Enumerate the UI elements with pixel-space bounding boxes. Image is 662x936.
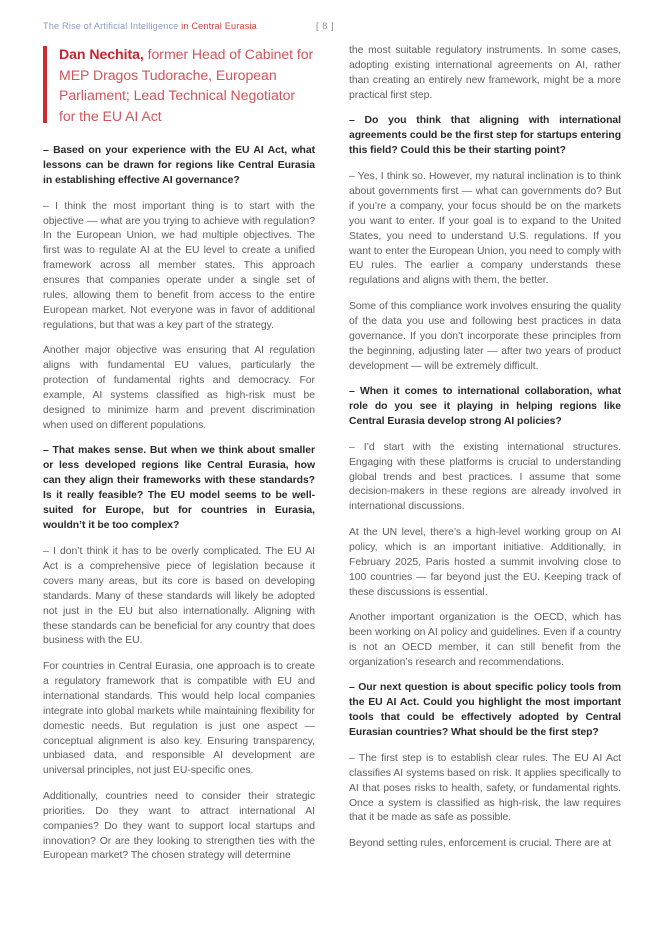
speaker-title: former Head of Cabinet for MEP Dragos Tudorache, European Parliament; Lead Technical Negotiator for the EU AI Act	[59, 46, 314, 125]
right-column-content	[349, 44, 621, 852]
interview-answer-paragraph: – The first step is to establish clear rules. The EU AI Act classifies AI systems based on risk. It applies specifically to AI that poses risks to health, safety, or fundamental rights. Once a system is classified as high-risk, the law requires that it be made as safe as possible.	[349, 752, 621, 824]
page-number: [ 8 ]	[316, 21, 335, 31]
interview-answer-paragraph: – I’d start with the existing international structures. Engaging with these platforms is crucial to understanding global trends and best practices. I assume that some decision-makers in these regions are already involved in international discussions.	[349, 441, 621, 513]
right-column	[349, 44, 621, 912]
running-header-title-accent: in Central Eurasia	[181, 21, 257, 31]
interview-answer-paragraph: At the UN level, there’s a high-level working group on AI policy, which is an important initiative. Additionally, in February 2025, Paris hosted a summit involving close to 100 countries — far beyond just the EU. Keeping track of these discussions is essential.	[349, 526, 621, 598]
interview-question: – When it comes to international collaboration, what role do you see it playing in helping regions like Central Eurasia develop strong AI policies?	[349, 385, 621, 427]
interview-answer-paragraph: the most suitable regulatory instruments. In some cases, adopting existing international agreements on AI, rather than creating an entirely new framework, might be a more practical first step.	[349, 45, 621, 101]
interview-question: – Do you think that aligning with international agreements could be the first step for startups entering this field? Could this be their starting point?	[349, 115, 621, 157]
speaker-intro-block	[43, 44, 315, 127]
interview-answer-paragraph: Another major objective was ensuring that AI regulation aligns with fundamental EU values, particularly the protection of fundamental rights and democracy. For example, AI systems classified as high-risk must be designed to minimize harm and prevent discrimination when used on different populations.	[43, 345, 315, 431]
body-columns	[43, 44, 621, 912]
interview-answer-paragraph: Additionally, countries need to consider their strategic priorities. Do they want to attract international AI companies? Do they want to support local startups and innovation? Or are they looking to strengthen ties with the European market? The chosen strategy will determine	[43, 790, 315, 862]
speaker-name: Dan Nechita,	[59, 46, 144, 62]
interview-answer-paragraph: – Yes, I think so. However, my natural inclination is to think about governments first — what can governments do? But if you’re a company, your focus should be on the markets you want to enter. If your goal is to expand to the United States, you need to understand U.S. regulations. If you want to enter the European Union, you need to comply with EU rules. The earlier a company understands these regulations and aligns with them, the better.	[349, 170, 621, 287]
interview-answer-paragraph: Some of this compliance work involves ensuring the quality of the data you use and following best practices in data governance. If you don’t incorporate these principles from the beginning, adjusting later — after two years of product development — will be extremely difficult.	[349, 300, 621, 372]
interview-question: – Our next question is about specific policy tools from the EU AI Act. Could you highlight the most important tools that could be effectively adopted by Central Eurasian countries? What should be the first step?	[349, 682, 621, 738]
running-header-title-main: The Rise of Artificial Intelligence	[43, 21, 182, 31]
interview-answer-paragraph: – I think the most important thing is to start with the objective — what are you trying to achieve with regulation? In the European Union, we had multiple objectives. The first was to regulate AI at the EU level to create a unified framework across all member states. This approach ensures that companies operate under a single set of rules, allowing them to benefit from access to the entire European market. Not everyone was in favor of additional regulations, but that was a key part of the strategy.	[43, 200, 315, 331]
interview-question: – Based on your experience with the EU AI Act, what lessons can be drawn for regions like Central Eurasia in establishing effective AI governance?	[43, 144, 315, 186]
interview-question: – That makes sense. But when we think about smaller or less developed regions like Central Eurasia, how can they align their frameworks with these standards? Is it really feasible? The EU model seems to be well-suited for Europe, but for countries in Eurasia, wouldn’t it be too complex?	[43, 445, 315, 532]
interview-answer-paragraph: Another important organization is the OECD, which has been working on AI policy and guidelines. Even if a country is not an OECD member, it can still benefit from the organization’s research and recommendations.	[349, 611, 621, 668]
interview-answer-paragraph: – I don’t think it has to be overly complicated. The EU AI Act is a comprehensive piece of legislation because it covers many areas, but its core is based on developing standards. Many of these standards will likely be adopted not just in the EU but also internationally. Aligning with these standards can be beneficial for any country that does business with the EU.	[43, 545, 315, 647]
accent-rule	[43, 46, 47, 123]
interview-answer-paragraph: For countries in Central Eurasia, one approach is to create a regulatory framework that is compatible with EU and international standards. This would help local companies integrate into global markets while maintaining flexibility for domestic needs. But regulation is just one aspect — conceptual alignment is also key. Ensuring transparency, unbiased data, and responsible AI development are universal principles, not just EU-specific ones.	[43, 660, 315, 777]
left-column-content	[43, 144, 315, 865]
running-header	[43, 21, 619, 37]
running-header-title	[43, 21, 257, 31]
left-column	[43, 44, 315, 912]
interview-answer-paragraph: Beyond setting rules, enforcement is crucial. There are at	[349, 837, 612, 849]
speaker-intro-text	[59, 44, 315, 127]
